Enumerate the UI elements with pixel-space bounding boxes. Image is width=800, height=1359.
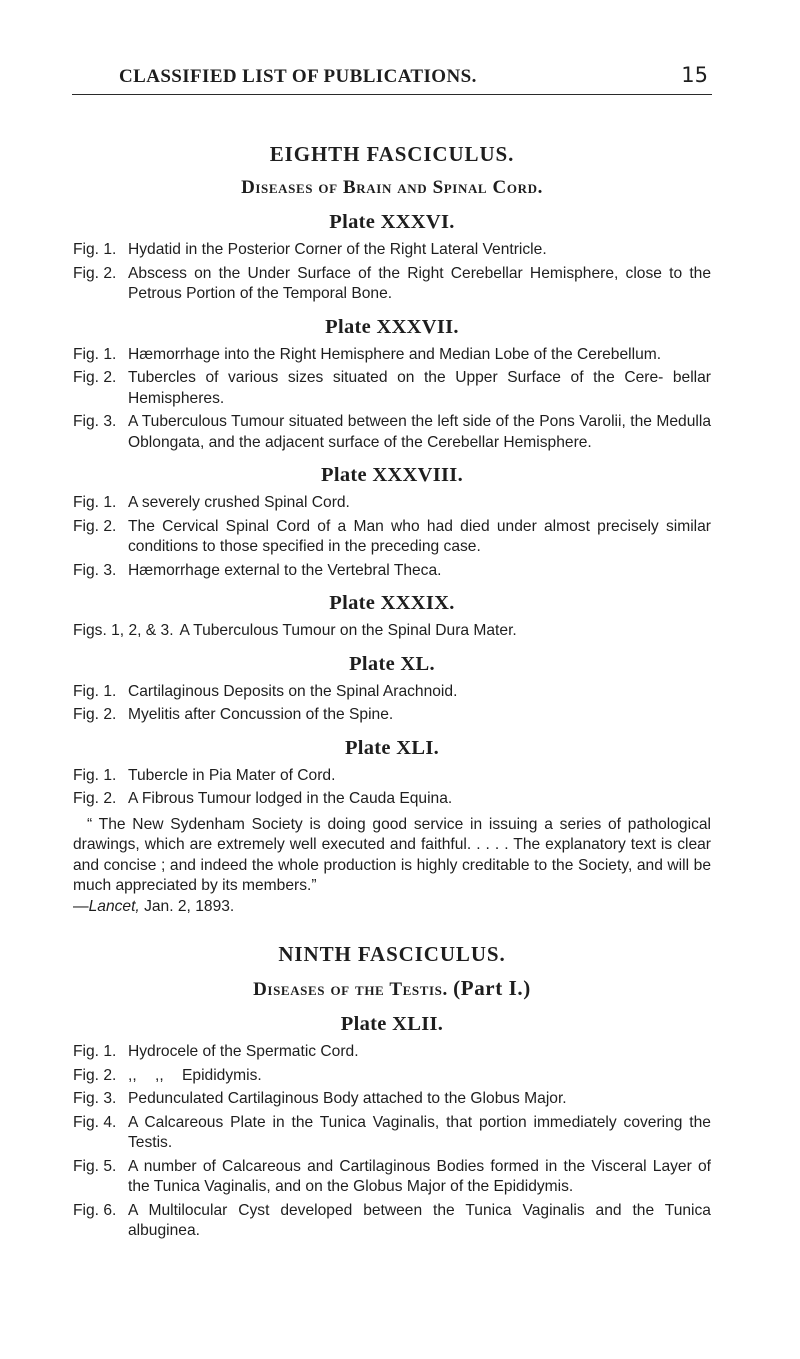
figure-entry [73,682,711,703]
page-content [73,141,711,1245]
figure-label: Fig. 2. [73,264,117,282]
plate-section [73,314,711,454]
eighth-fasciculus [73,141,711,917]
figure-label: Fig. 1. [73,241,117,258]
figure-entry [73,368,711,409]
figure-label: Fig. 6. [73,1201,117,1219]
fasciculus-subtitle [73,976,711,1002]
figure-entry [73,1042,711,1063]
figure-label: Fig. 2. [73,369,117,386]
figure-entry [73,705,711,726]
figure-entry [73,517,711,558]
figure-entry [73,1113,711,1154]
figure-description: Pedunculated Cartilaginous Body attached to the Globus Major. [128,1090,567,1107]
quote-source: Lancet, [88,897,140,915]
figure-label: Fig. 1. [73,1043,117,1060]
plate-section [73,1011,711,1242]
figure-label: Fig. 3. [73,1090,117,1107]
figure-description: Myelitis after Concussion of the Spine. [128,706,394,723]
plate-section [73,590,711,642]
figure-description: A Fibrous Tumour lodged in the Cauda Equina. [128,790,453,807]
review-quote [73,815,711,918]
plate-title: Plate XXXVI. [329,211,455,233]
figure-entry [73,1157,711,1198]
figure-description: A Tuberculous Tumour on the Spinal Dura Mater. [179,622,517,639]
running-head [72,63,712,95]
plate-title: Plate XLII. [340,1013,444,1035]
plate-section [73,462,711,581]
figure-description: The Cervical Spinal Cord of a Man who had died under almost precisely similar conditions to those specified in the preceding case. [128,517,711,555]
figure-description: A severely crushed Spinal Cord. [128,494,350,511]
figure-entry [73,561,711,582]
figure-label: Fig. 2. [73,517,117,535]
figure-description: Cartilaginous Deposits on the Spinal Arachnoid. [128,682,458,700]
fasciculus-subtitle-text: Diseases of the Testis. [253,979,448,1000]
figure-description: Tubercles of various sizes situated on the Upper Surface of the Cere- bellar Hemispheres. [128,369,711,407]
fasciculus-heading: NINTH FASCICULUS. [278,942,506,966]
figure-description: Hæmorrhage into the Right Hemisphere and Median Lobe of the Cerebellum. [128,345,662,363]
quote-dash: — [73,897,89,915]
plate-title: Plate XXXVIII. [321,464,463,486]
figure-label: Fig. 2. [73,790,117,807]
figure-description: ,, ,, Epididymis. [128,1066,262,1084]
figure-entry [73,412,711,453]
figure-label: Fig. 3. [73,561,117,579]
figure-entry [73,1089,711,1110]
figure-description: Hæmorrhage external to the Vertebral Theca. [128,561,442,579]
quote-attribution [73,898,234,915]
figure-description: A number of Calcareous and Cartilaginous Bodies formed in the Visceral Layer of the Tunica Vaginalis, and on the Globus Major of the Epididymis. [128,1157,711,1195]
fasciculus-heading: EIGHTH FASCICULUS. [269,142,515,166]
figure-label: Fig. 5. [73,1157,117,1175]
figure-entry [73,1066,711,1087]
plate-section [73,209,711,305]
plate-section [73,735,711,810]
quote-date: Jan. 2, 1893. [139,897,235,915]
fasciculus-part: (Part I.) [453,976,531,1000]
plate-title: Plate XXXVII. [325,315,459,338]
figure-description: A Multilocular Cyst developed between the Tunica Vaginalis and the Tunica albuginea. [128,1201,711,1239]
figure-entry [73,493,711,514]
figure-description: Tubercle in Pia Mater of Cord. [128,766,336,784]
fasciculus-subtitle: Diseases of Brain and Spinal Cord. [241,177,543,198]
figure-label: Fig. 1. [73,766,117,784]
figure-label: Fig. 1. [73,494,117,511]
page-number: 15 [681,63,708,87]
figure-entry [73,789,711,810]
figure-label: Fig. 1. [73,682,117,700]
figure-label: Fig. 3. [73,413,117,430]
figure-description: A Tuberculous Tumour situated between the left side of the Pons Varolii, the Medulla Oblongata, and the adjacent surface of the Cerebellar Hemisphere. [128,413,711,451]
figure-entry [73,1201,711,1242]
quote-text: “ The New Sydenham Society is doing good service in issuing a series of pathological drawings, which are extremely well executed and faithful. . . . . The explanatory text is clear and concise ; and indeed the whole production is highly creditable to the Society, and will be much appreciated by its members.” [73,815,711,894]
figure-label: Fig. 1. [73,345,117,363]
figure-description: Hydrocele of the Spermatic Cord. [128,1043,359,1060]
figure-entry [73,621,711,642]
figure-label: Fig. 2. [73,706,117,723]
plate-title: Plate XL. [349,652,435,675]
figure-label: Fig. 2. [73,1066,117,1084]
figure-description: Hydatid in the Posterior Corner of the Right Lateral Ventricle. [128,241,547,258]
figure-entry [73,766,711,787]
ninth-fasciculus [73,941,711,1242]
plate-title: Plate XLI. [344,736,440,759]
plate-title: Plate XXXIX. [329,592,455,614]
running-head-title: CLASSIFIED LIST OF PUBLICATIONS. [119,66,477,87]
figure-label: Fig. 4. [73,1113,117,1131]
figure-entry [73,345,711,366]
figure-label: Figs. 1, 2, & 3. [73,622,174,639]
figure-entry [73,264,711,305]
figure-entry [73,240,711,261]
figure-description: A Calcareous Plate in the Tunica Vaginalis, that portion immediately covering the Testis. [128,1113,711,1151]
figure-description: Abscess on the Under Surface of the Right Cerebellar Hemisphere, close to the Petrous Portion of the Temporal Bone. [128,264,711,302]
plate-section [73,651,711,726]
